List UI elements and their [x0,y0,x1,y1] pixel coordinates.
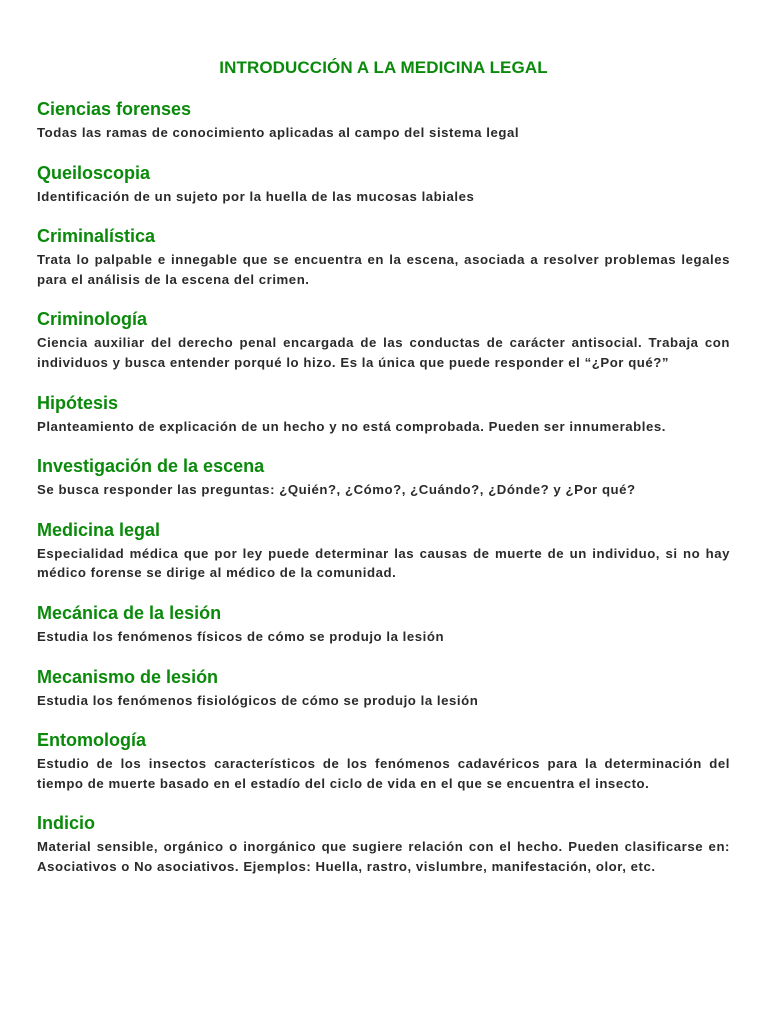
entry-term: Investigación de la escena [37,456,265,477]
glossary-entry [37,666,730,711]
entry-definition: Planteamiento de explicación de un hecho y no está comprobada. Pueden ser innumerables. [37,418,666,434]
entry-term: Criminología [37,309,148,330]
glossary-entry [37,98,730,143]
entry-definition: Especialidad médica que por ley puede determinar las causas de muerte de un individuo, si no hay médico forense se dirige al médico de la comunidad. [37,545,730,581]
glossary-entry [37,225,730,289]
entry-definition: Ciencia auxiliar del derecho penal encargada de las conductas de carácter antisocial. Trabaja con individuos y busca entender porqué lo hizo. Es la única que puede responder el “¿Por qué?” [37,335,730,370]
glossary-entry [37,162,730,207]
entry-term: Hipótesis [37,392,119,413]
entry-term: Ciencias forenses [37,99,192,119]
glossary-entry [37,519,730,583]
glossary-entry [37,602,730,647]
glossary-entry [37,392,730,437]
entry-definition: Todas las ramas de conocimiento aplicadas al campo del sistema legal [37,125,520,140]
glossary-entry [37,812,730,876]
glossary-entry [37,308,730,372]
entry-definition: Estudia los fenómenos fisiológicos de cómo se produjo la lesión [37,692,479,708]
glossary-entry [37,729,730,793]
entry-term: Mecanismo de lesión [37,666,219,687]
entry-definition: Estudio de los insectos característicos de los fenómenos cadavéricos para la determinación del tiempo de muerte basado en el estadío del ciclo de vida en el que se encuentra el insecto. [37,756,730,791]
entry-term: Entomología [37,730,146,751]
entry-definition: Trata lo palpable e innegable que se encuentra en la escena, asociada a resolver problemas legales para el análisis de la escena del crimen. [37,252,730,287]
entry-term: Indicio [37,813,95,834]
entry-term: Queiloscopia [37,162,151,183]
entry-term: Criminalística [37,226,156,247]
entry-definition: Identificación de un sujeto por la huella de las mucosas labiales [37,188,475,204]
entry-definition: Estudia los fenómenos físicos de cómo se produjo la lesión [37,628,445,644]
document-title: INTRODUCCIÓN A LA MEDICINA LEGAL [219,58,548,77]
entry-term: Mecánica de la lesión [37,602,222,623]
entry-definition: Se busca responder las preguntas: ¿Quién?, ¿Cómo?, ¿Cuándo?, ¿Dónde? y ¿Por qué? [37,482,636,498]
glossary-entry [37,455,730,500]
entry-term: Medicina legal [37,519,161,540]
entry-definition: Material sensible, orgánico o inorgánico que sugiere relación con el hecho. Pueden clasificarse en: Asociativos o No asociativos. Ejemplos: Huella, rastro, vislumbre, manifestación, olor, etc. [37,839,730,874]
